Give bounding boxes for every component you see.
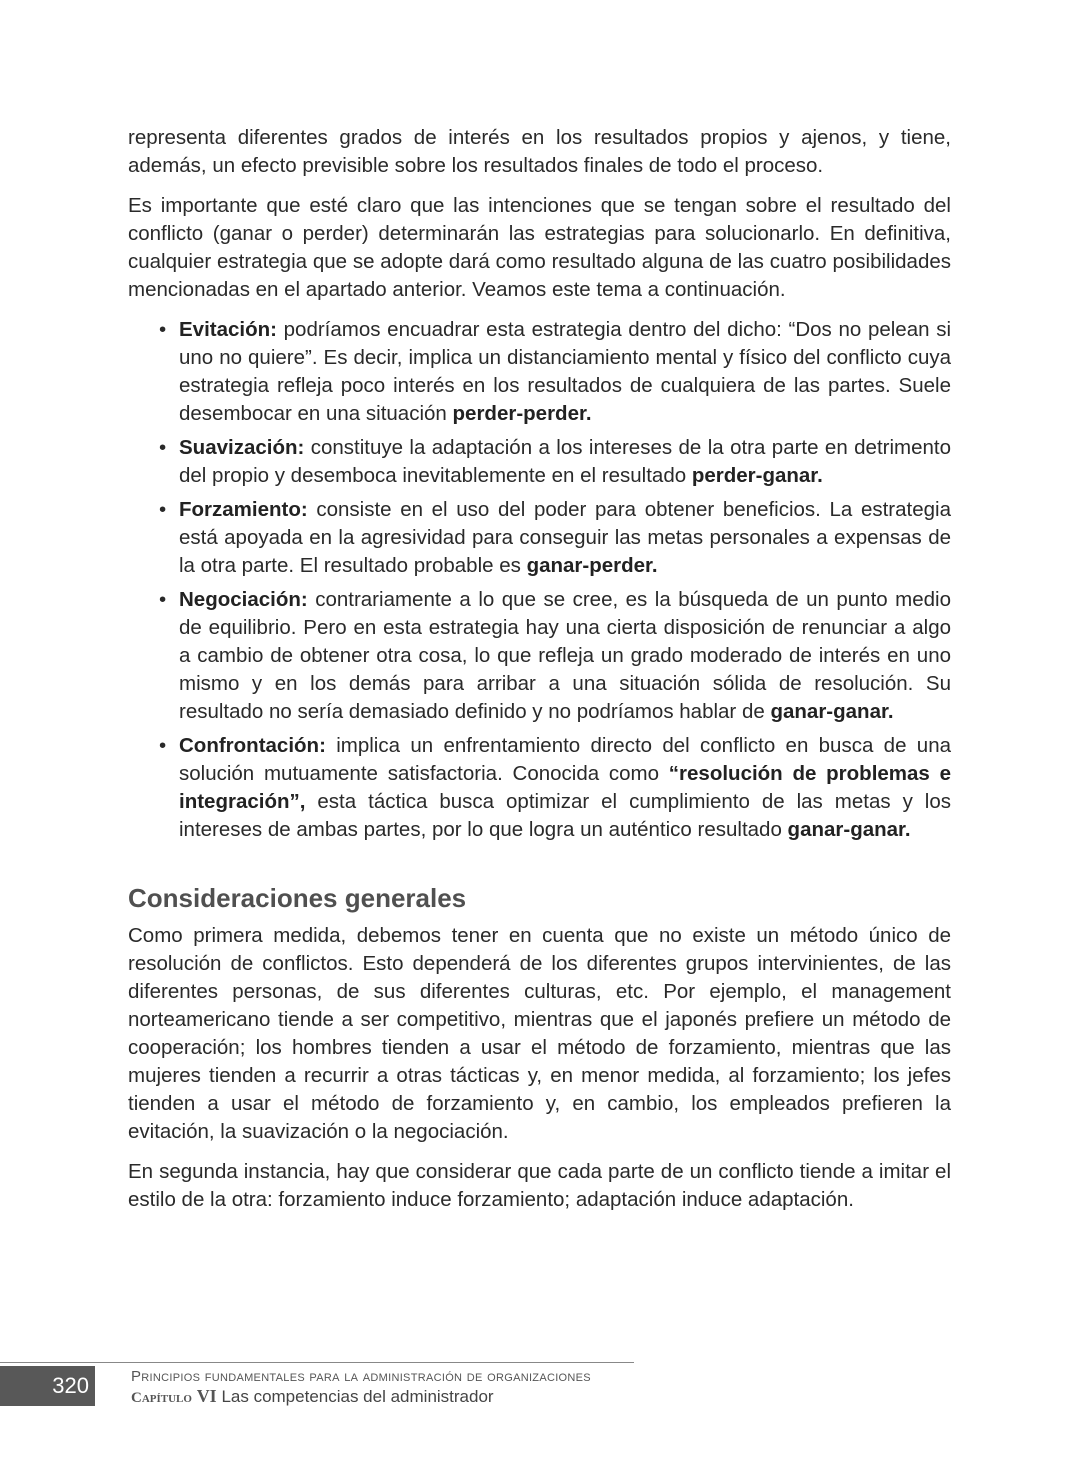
paragraph: Como primera medida, debemos tener en cuenta que no existe un método único de resolución de conflictos. Esto dependerá de los diferentes grupos intervinientes, de las diferentes personas, de sus diferentes culturas, etc. Por ejemplo, el management norteamericano tiende a ser competitivo, mientras que el japonés prefiere un método de cooperación; los hombres tienden a usar el método de forzamiento, mientras que las mujeres tienden a recurrir a otras tácticas y, en menor medida, al forzamiento; los jefes tienden a usar el método de forzamiento y, en cambio, los empleados prefieren la evitación, la suavización o la negociación. [128, 924, 951, 1143]
bullet-result: ganar-ganar. [770, 700, 894, 723]
list-item [179, 586, 951, 726]
chapter-line [131, 1386, 494, 1407]
page-content [128, 124, 951, 1226]
list-item [179, 496, 951, 580]
paragraph: representa diferentes grados de interés en los resultados propios y ajenos, y tiene, además, un efecto previsible sobre los resultados finales de todo el proceso. [128, 126, 951, 177]
chapter-number: VI [196, 1386, 217, 1406]
strategy-list [128, 316, 951, 844]
bullet-result: ganar-ganar. [787, 818, 911, 841]
bullet-text: esta táctica busca optimizar el cumplimiento de las metas y los intereses de ambas partes, por lo que logra un auténtico resultado [179, 790, 951, 841]
paragraph: En segunda instancia, hay que considerar que cada parte de un conflicto tiende a imitar el estilo de la otra: forzamiento induce forzamiento; adaptación induce adaptación. [128, 1160, 951, 1211]
paragraph: Es importante que esté claro que las intenciones que se tengan sobre el resultado del conflicto (ganar o perder) determinarán las estrategias para solucionarlo. En definitiva, cualquier estrategia que se adopte dará como resultado alguna de las cuatro posibilidades mencionadas en el apartado anterior. Veamos este tema a continuación. [128, 194, 951, 301]
chapter-label: Capítulo [131, 1390, 192, 1406]
bullet-term: Suavización: [179, 436, 305, 459]
bullet-term: Evitación: [179, 318, 277, 341]
bullet-result: ganar-perder. [526, 554, 658, 577]
bullet-text: implica un enfrentamiento directo del conflicto en busca de una solución mutuamente satisfactoria. Conocida como [179, 734, 951, 785]
bullet-quote: “resolución de problemas e integración”, [179, 762, 951, 813]
book-title [131, 1368, 591, 1385]
book-title-text: Principios fundamentales para la administración de organizaciones [131, 1368, 591, 1385]
bullet-result: perder-perder. [452, 402, 592, 425]
bullet-text: consiste en el uso del poder para obtener beneficios. La estrategia está apoyada en la agresividad para conseguir las metas personales a expensas de la otra parte. El resultado probable es [179, 498, 951, 577]
footer-divider [0, 1362, 634, 1363]
bullet-term: Forzamiento: [179, 498, 308, 521]
chapter-title: Las competencias del administrador [221, 1387, 494, 1406]
bullet-text: contrariamente a lo que se cree, es la búsqueda de un punto medio de equilibrio. Pero en esta estrategia hay una cierta disposición de renunciar a algo a cambio de obtener otra cosa, lo que refleja un grado moderado de interés en uno mismo y en los demás para arribar a una situación sólida de resolución. Su resultado no sería demasiado definido y no podríamos hablar de [179, 588, 951, 723]
bullet-term: Confrontación: [179, 734, 326, 757]
bullet-result: perder-ganar. [691, 464, 823, 487]
bullet-term: Negociación: [179, 588, 308, 611]
bullet-text: podríamos encuadrar esta estrategia dentro del dicho: “Dos no pelean si uno no quiere”. Es decir, implica un distanciamiento mental y físico del conflicto cuya estrategia refleja poco interés en los resultados de cualquiera de las partes. Suele desembocar en una situación [179, 318, 951, 425]
section-heading: Consideraciones generales [128, 883, 467, 913]
list-item [179, 732, 951, 844]
list-item [179, 434, 951, 490]
page-number: 320 [0, 1366, 95, 1406]
list-item [179, 316, 951, 428]
bullet-text: constituye la adaptación a los intereses de la otra parte en detrimento del propio y desemboca inevitablemente en el resultado [179, 436, 951, 487]
